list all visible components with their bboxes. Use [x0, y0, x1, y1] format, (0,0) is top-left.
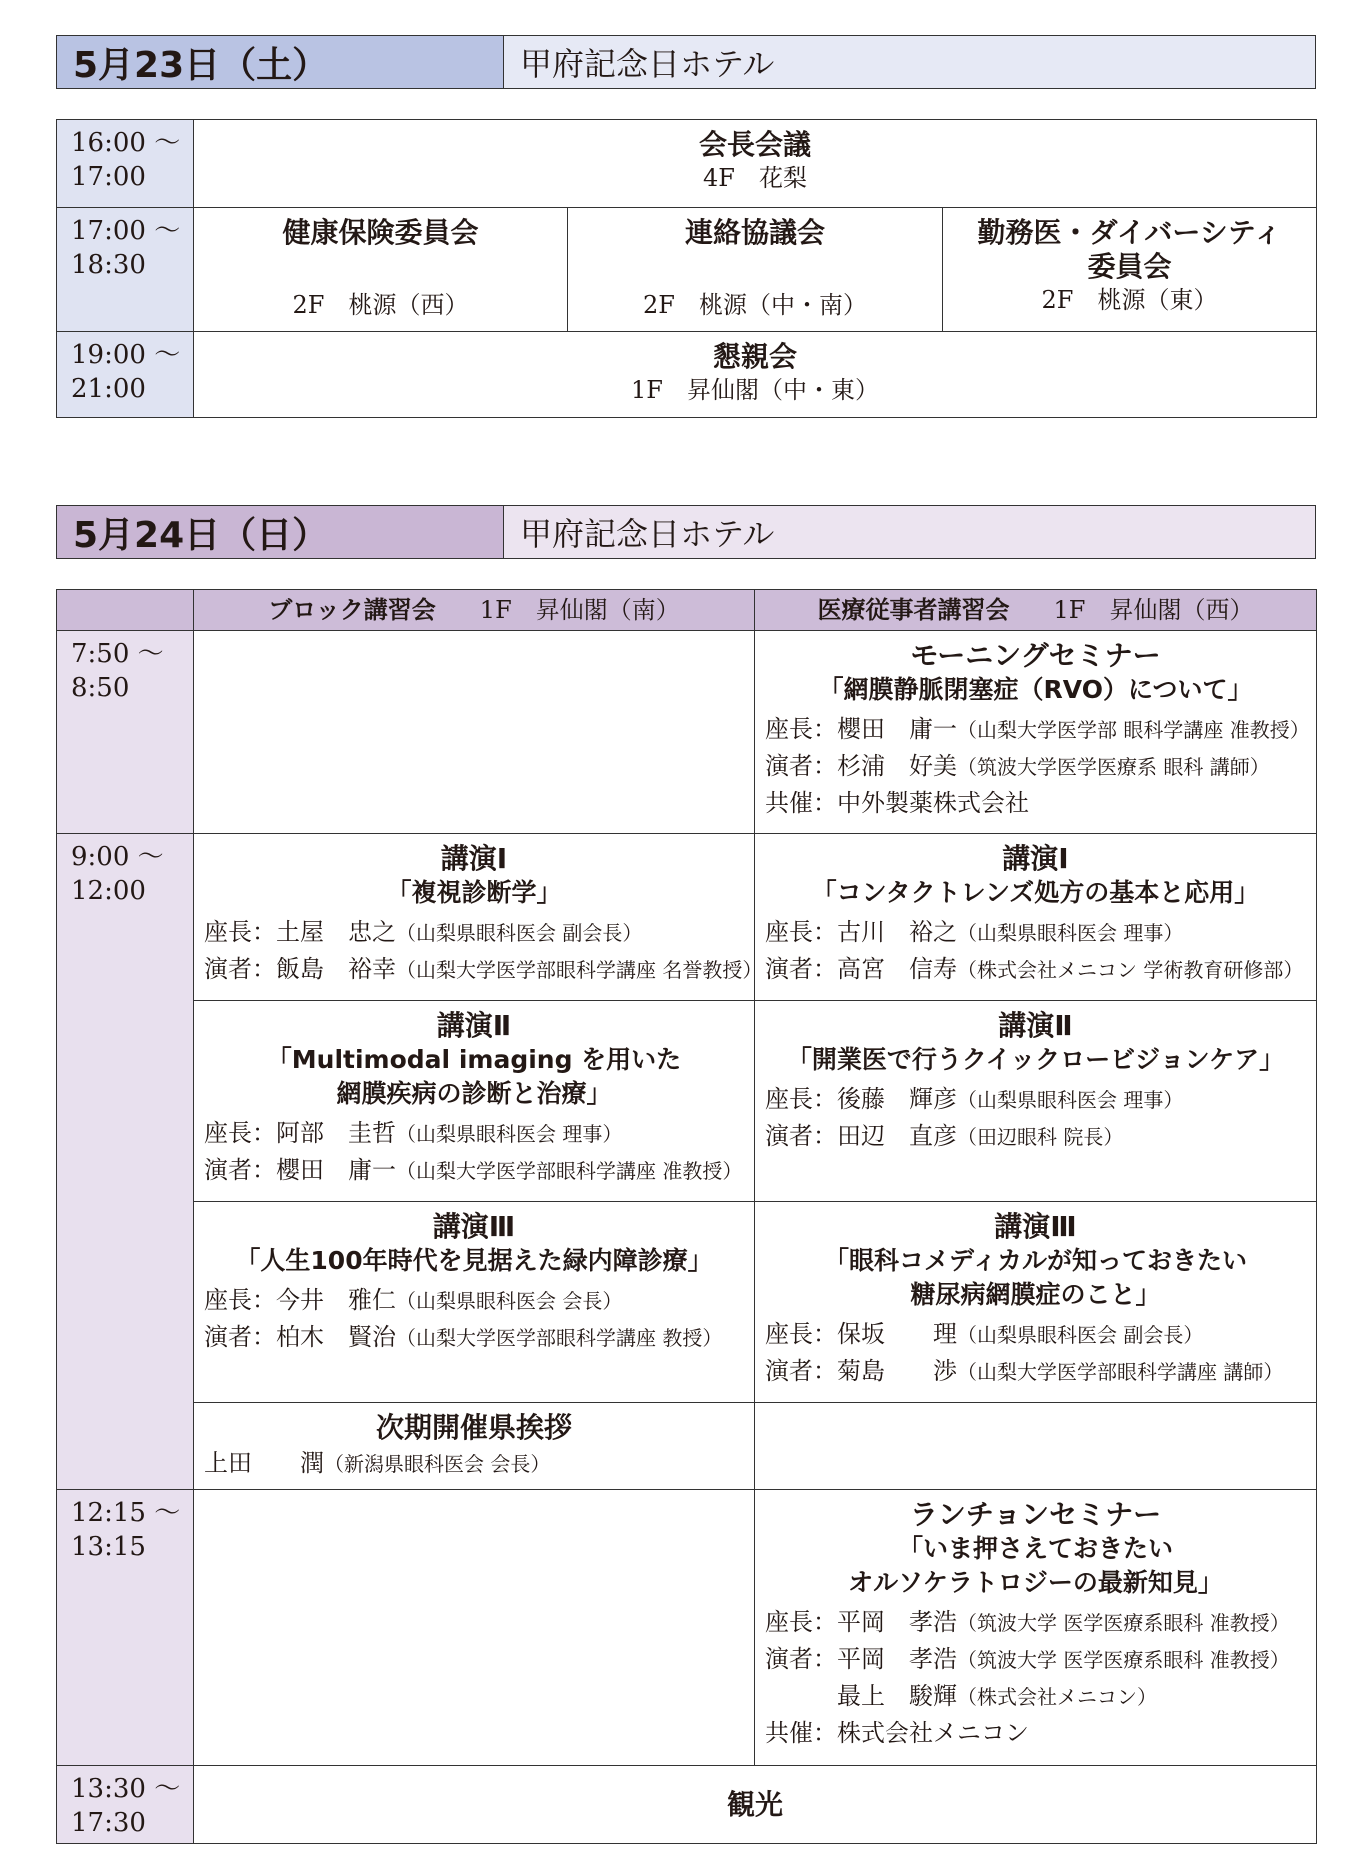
chair-line: 座長：櫻田 庸一（山梨大学医学部 眼科学講座 准教授） — [765, 715, 1310, 743]
seminar-subtitle: 「いま押さえておきたい — [897, 1534, 1173, 1563]
lecture-subtitle: 糖尿病網膜症のこと」 — [910, 1280, 1161, 1309]
event-title: 懇親会 — [712, 340, 797, 373]
table-row — [57, 834, 1317, 1001]
time-cell: 7:50 ～ 8:50 — [57, 631, 194, 834]
chair-line: 座長：土屋 忠之（山梨県眼科医会 副会長） — [204, 918, 643, 946]
lecture-subtitle: 「複視診断学」 — [386, 878, 562, 907]
empty-cell — [194, 631, 755, 834]
day2-header — [56, 505, 1316, 559]
time-cell: 12:15 ～ 13:15 — [57, 1490, 194, 1766]
event-cell — [568, 208, 943, 332]
event-room: 2F 桃源（西） — [292, 291, 469, 319]
header-blank — [57, 590, 194, 631]
event-cell — [943, 208, 1317, 332]
column-header-block-course: ブロック講習会 1F 昇仙閣（南） — [194, 590, 755, 631]
time-cell: 9:00 ～ 12:00 — [57, 834, 194, 1490]
chair-line: 座長：保坂 理（山梨県眼科医会 副会長） — [765, 1320, 1204, 1348]
speaker-line: 演者：菊島 渉（山梨大学医学部眼科学講座 講師） — [765, 1357, 1284, 1385]
event-room: 2F 桃源（東） — [1041, 286, 1218, 314]
lecture-title: 講演Ⅲ — [432, 1210, 516, 1243]
speaker-line: 演者：田辺 直彦（田辺眼科 院長） — [765, 1122, 1124, 1150]
lecture-cell — [755, 834, 1317, 1001]
lecture-cell — [194, 1001, 755, 1202]
sponsor-line: 共催：株式会社メニコン — [765, 1719, 1029, 1747]
table-row — [57, 120, 1317, 208]
lecture-cell — [755, 1202, 1317, 1403]
event-title: 勤務医・ダイバーシティ — [977, 216, 1282, 249]
next-host-title: 次期開催県挨拶 — [375, 1411, 572, 1444]
table-row — [57, 208, 1317, 332]
time-cell: 13:30 ～ 17:30 — [57, 1766, 194, 1844]
lecture-subtitle: 網膜疾病の診断と治療」 — [336, 1079, 612, 1108]
lecture-subtitle: 「コンタクトレンズ処方の基本と応用」 — [811, 878, 1260, 907]
lecture-subtitle: 「人生100年時代を見据えた緑内障診療」 — [235, 1246, 713, 1275]
sightseeing-cell — [194, 1766, 1317, 1844]
event-room: 2F 桃源（中・南） — [643, 291, 867, 319]
day2-venue: 甲府記念日ホテル — [504, 506, 1315, 558]
lecture-title: 講演Ⅱ — [436, 1009, 512, 1042]
next-host-speaker: 上田 潤（新潟県眼科医会 会長） — [204, 1449, 551, 1477]
morning-seminar-cell — [755, 631, 1317, 834]
day1-header — [56, 35, 1316, 89]
empty-cell — [194, 1490, 755, 1766]
event-title: 連絡協議会 — [684, 216, 825, 249]
event-cell — [194, 120, 1317, 208]
table-row — [57, 1490, 1317, 1766]
speaker-line: 演者：杉浦 好美（筑波大学医学医療系 眼科 講師） — [765, 752, 1270, 780]
lecture-title: 講演Ⅱ — [998, 1009, 1073, 1042]
lecture-title: 講演Ⅲ — [994, 1210, 1077, 1243]
chair-line: 座長：阿部 圭哲（山梨県眼科医会 理事） — [204, 1119, 623, 1147]
chair-line: 座長：今井 雅仁（山梨県眼科医会 会長） — [204, 1286, 623, 1314]
seminar-subtitle: 「網膜静脈閉塞症（RVO）について」 — [818, 675, 1253, 704]
day2-date: 5月24日（日） — [57, 506, 504, 558]
empty-cell — [755, 1403, 1317, 1490]
time-cell: 17:00 ～ 18:30 — [57, 208, 194, 332]
seminar-title: ランチョンセミナー — [909, 1498, 1162, 1531]
table-row — [57, 332, 1317, 418]
speaker-line: 演者：高宮 信寿（株式会社メニコン 学術教育研修部） — [765, 955, 1304, 983]
table-row — [57, 1202, 1317, 1403]
chair-line: 座長：後藤 輝彦（山梨県眼科医会 理事） — [765, 1085, 1184, 1113]
day1-schedule-table — [56, 119, 1317, 418]
speaker-line: 演者：櫻田 庸一（山梨大学医学部眼科学講座 准教授） — [204, 1156, 743, 1184]
table-row — [57, 1001, 1317, 1202]
event-title: 会長会議 — [698, 128, 811, 161]
seminar-subtitle: オルソケラトロジーの最新知見」 — [848, 1568, 1223, 1597]
time-cell: 16:00 ～ 17:00 — [57, 120, 194, 208]
next-host-cell — [194, 1403, 755, 1490]
table-row — [57, 1403, 1317, 1490]
event-room: 4F 花梨 — [703, 164, 807, 192]
event-cell — [194, 332, 1317, 418]
time-cell: 19:00 ～ 21:00 — [57, 332, 194, 418]
lecture-cell — [194, 834, 763, 1001]
lecture-subtitle: 「Multimodal imaging を用いた — [266, 1045, 682, 1074]
event-cell — [194, 208, 568, 332]
seminar-title: モーニングセミナー — [910, 639, 1161, 672]
speaker-line: 演者：平岡 孝浩（筑波大学 医学医療系眼科 准教授） — [765, 1645, 1290, 1673]
lecture-subtitle: 「開業医で行うクイックロービジョンケア」 — [786, 1045, 1285, 1074]
luncheon-seminar-cell — [755, 1490, 1317, 1766]
speaker-line: 演者：飯島 裕幸（山梨大学医学部眼科学講座 名誉教授） — [204, 955, 763, 983]
column-header-staff-course: 医療従事者講習会 1F 昇仙閣（西） — [755, 590, 1317, 631]
lecture-title: 講演Ⅰ — [1002, 842, 1069, 875]
lecture-cell — [194, 1202, 755, 1403]
sightseeing-title: 観光 — [726, 1787, 783, 1821]
chair-line: 座長：平岡 孝浩（筑波大学 医学医療系眼科 准教授） — [765, 1608, 1290, 1636]
speaker-line: 演者：柏木 賢治（山梨大学医学部眼科学講座 教授） — [204, 1323, 723, 1351]
day2-schedule-table — [56, 589, 1317, 1844]
event-title: 健康保険委員会 — [282, 216, 479, 249]
chair-line: 座長：古川 裕之（山梨県眼科医会 理事） — [765, 918, 1184, 946]
table-header-row — [57, 590, 1317, 631]
lecture-title: 講演Ⅰ — [440, 842, 508, 875]
event-room: 1F 昇仙閣（中・東） — [631, 376, 879, 404]
lecture-cell — [755, 1001, 1317, 1202]
day1-venue: 甲府記念日ホテル — [504, 36, 1315, 88]
lecture-subtitle: 「眼科コメディカルが知っておきたい — [823, 1246, 1247, 1275]
sponsor-line: 共催：中外製薬株式会社 — [765, 789, 1029, 817]
event-title: 委員会 — [1087, 250, 1172, 283]
table-row — [57, 1766, 1317, 1844]
day1-date: 5月23日（土） — [57, 36, 504, 88]
speaker-line: 最上 駿輝（株式会社メニコン） — [837, 1682, 1157, 1710]
table-row — [57, 631, 1317, 834]
